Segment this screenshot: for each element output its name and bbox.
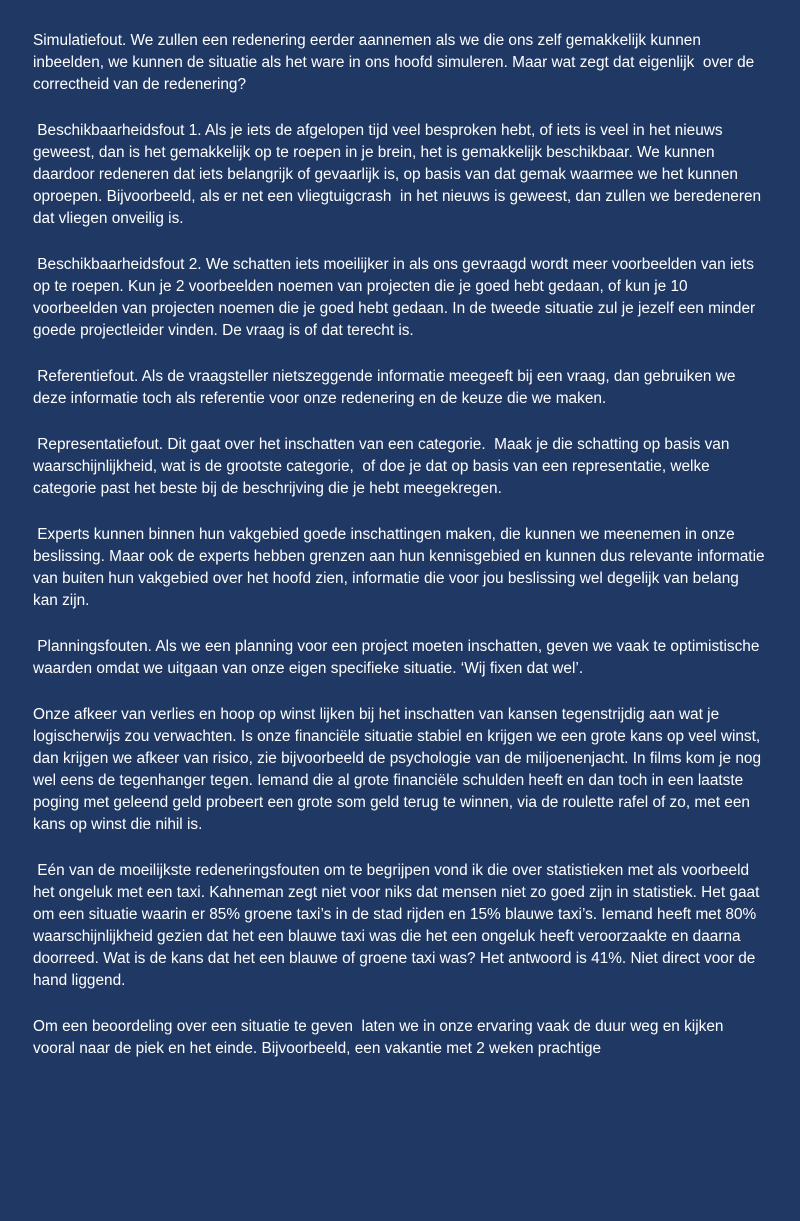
paragraph-piek-einde: Om een beoordeling over een situatie te geven laten we in onze ervaring vaak de duur weg en kijken vooral naar de piek en het einde. Bijvoorbeeld, een vakantie met 2 weken prachtige xyxy=(33,1018,728,1057)
paragraph-representatiefout: Representatiefout. Dit gaat over het inschatten van een categorie. Maak je die schatting op basis van waarschijnlijkheid, wat is de grootste categorie, of doe je dat op basis van een representatie, welke categorie past het beste bij de beschrijving die je hebt meegekregen. xyxy=(33,436,734,497)
paragraph-planningsfouten: Planningsfouten. Als we een planning voor een project moeten inschatten, geven we vaak te optimistische waarden omdat we uitgaan van onze eigen specifieke situatie. ‘Wij fixen dat wel’. xyxy=(33,638,764,677)
paragraph-simulatiefout: Simulatiefout. We zullen een redenering eerder aannemen als we die ons zelf gemakkelijk kunnen inbeelden, we kunnen de situatie als het ware in ons hoofd simuleren. Maar wat zegt dat eigenlijk over de correctheid van de redenering? xyxy=(33,32,759,93)
paragraph-beschikbaarheidsfout-2: Beschikbaarheidsfout 2. We schatten iets moeilijker in als ons gevraagd wordt meer voorbeelden van iets op te roepen. Kun je 2 voorbeelden noemen van projecten die je goed hebt gedaan, of kun je 10 voorbeelden van projecten noemen die je goed hebt gedaan. In de tweede situatie zul je jezelf een minder goede projectleider vinden. De vraag is of dat terecht is. xyxy=(33,256,760,339)
paragraph-verlies-winst: Onze afkeer van verlies en hoop op winst lijken bij het inschatten van kansen tegenstrijdig aan wat je logischerwijs zou verwachten. Is onze financiële situatie stabiel en krijgen we een grote kans op veel winst, dan krijgen we afkeer van risico, zie bijvoorbeeld de psychologie van de miljoenenjacht. In films kom je nog wel eens de tegenhanger tegen. Iemand die al grote financiële schulden heeft en dan toch in een laatste poging met geleend geld probeert een grote som geld terug te winnen, via de roulette rafel of zo, met een kans op winst die nihil is. xyxy=(33,706,766,833)
paragraph-beschikbaarheidsfout-1: Beschikbaarheidsfout 1. Als je iets de afgelopen tijd veel besproken hebt, of iets is veel in het nieuws geweest, dan is het gemakkelijk op te roepen in je brein, het is gemakkelijk beschikbaar. We kunnen daardoor redeneren dat iets belangrijk of gevaarlijk is, op basis van dat gemak waarmee we het kunnen oproepen. Bijvoorbeeld, als er net een vliegtuigcrash in het nieuws is geweest, dan zullen we beredeneren dat vliegen onveilig is. xyxy=(33,122,766,227)
paragraph-referentiefout: Referentiefout. Als de vraagsteller nietszeggende informatie meegeeft bij een vraag, dan gebruiken we deze informatie toch als referentie voor onze redenering en de keuze die we maken. xyxy=(33,368,740,407)
paragraph-experts: Experts kunnen binnen hun vakgebied goede inschattingen maken, die kunnen we meenemen in onze beslissing. Maar ook de experts hebben grenzen aan hun kennisgebied en kunnen dus relevante informatie van buiten hun vakgebied over het hoofd zien, informatie die voor jou beslissing wel degelijk van belang kan zijn. xyxy=(33,526,769,609)
paragraph-statistiek-taxi: Eén van de moeilijkste redeneringsfouten om te begrijpen vond ik die over statistieken met als voorbeeld het ongeluk met een taxi. Kahneman zegt niet voor niks dat mensen niet zo goed zijn in statistiek. Het gaat om een situatie waarin er 85% groene taxi’s in de stad rijden en 15% blauwe taxi’s. Iemand heeft met 80% waarschijnlijkheid gezien dat het een blauwe taxi was die het een ongeluk heeft veroorzaakte en daarna doorreed. Wat is de kans dat het een blauwe of groene taxi was? Het antwoord is 41%. Niet direct voor de hand liggend. xyxy=(33,862,764,989)
